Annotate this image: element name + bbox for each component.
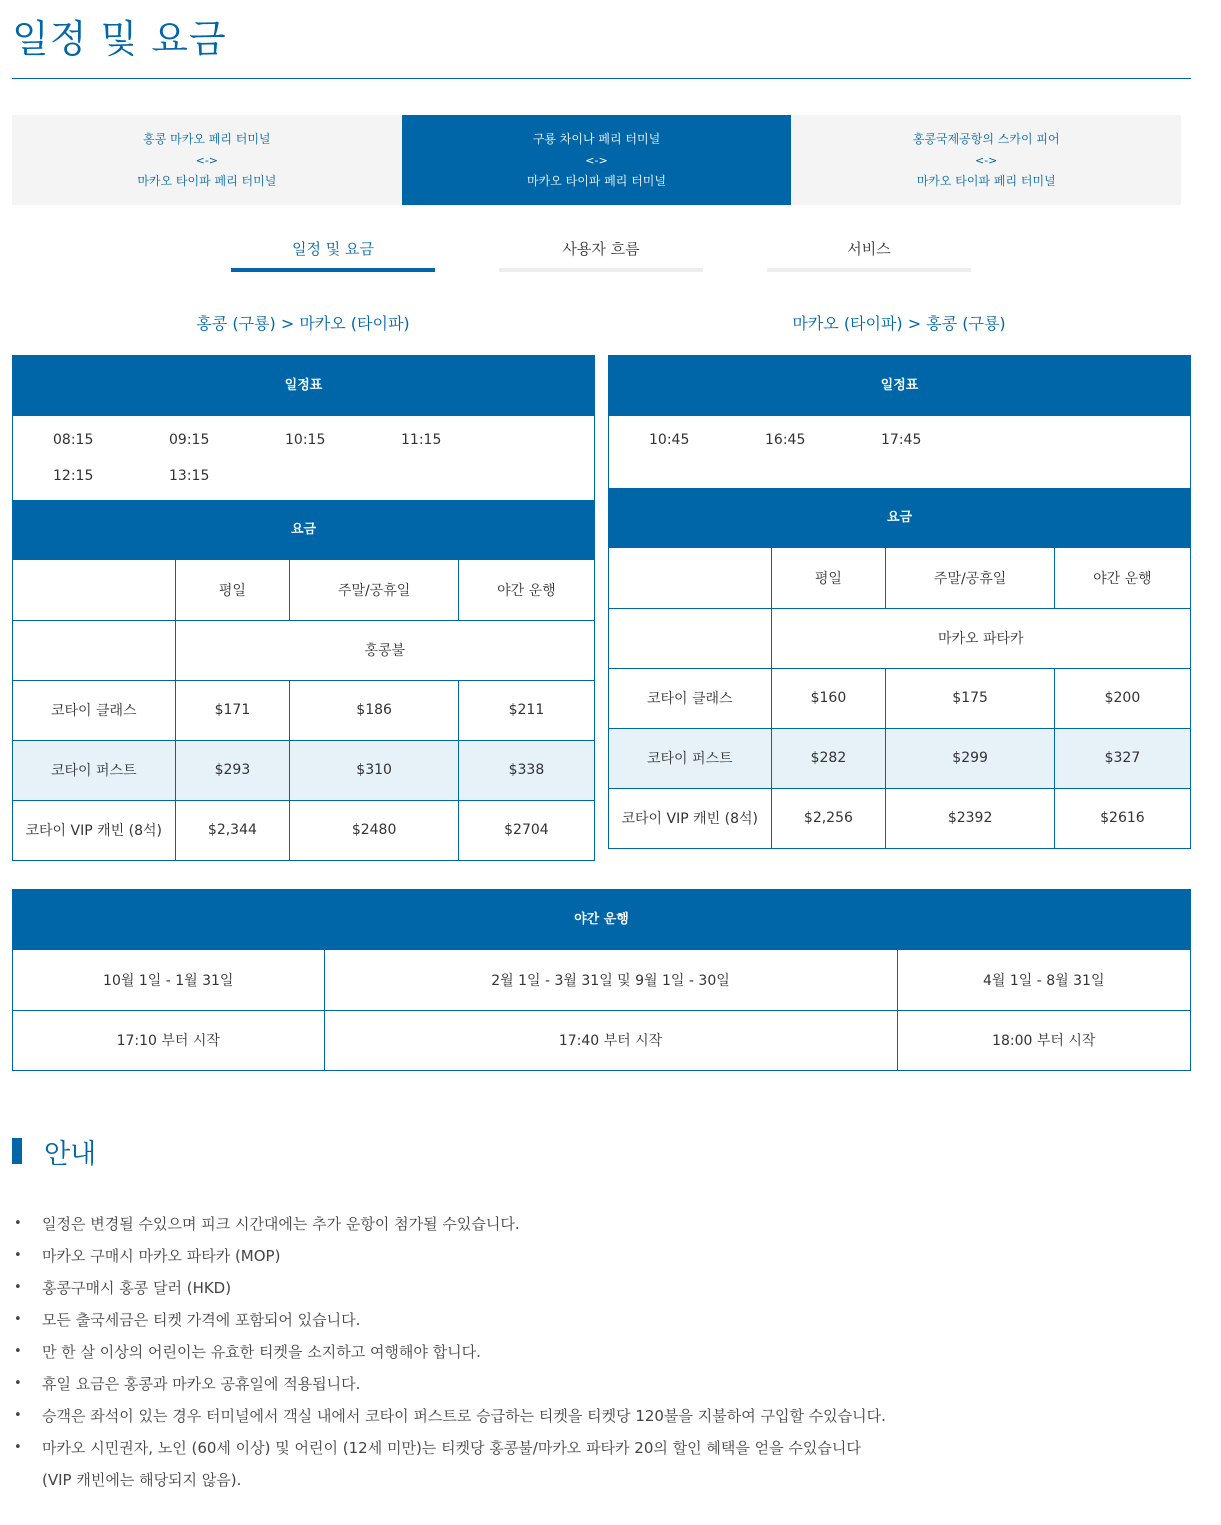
- bullet: •: [14, 1440, 22, 1455]
- price-cell: $186: [290, 680, 458, 740]
- route-arrow: <->: [974, 153, 998, 167]
- price-cell: $200: [1054, 668, 1190, 728]
- empty-cell: [13, 620, 175, 680]
- table-row: [13, 740, 594, 800]
- table-row: [13, 680, 594, 740]
- class-name: 코타이 퍼스트: [13, 740, 175, 800]
- route-origin: 구룡 차이나 페리 터미널: [532, 131, 661, 146]
- schedule-header: 일정표: [609, 356, 1190, 416]
- route-destination: 마카오 타이파 페리 터미널: [527, 173, 666, 188]
- route-origin: 홍콩 마카오 페리 터미널: [143, 131, 271, 146]
- fare-header-cell: [13, 560, 175, 620]
- schedule-times: [609, 416, 1190, 488]
- bullet: •: [14, 1408, 22, 1423]
- currency-label: 홍콩불: [175, 620, 594, 680]
- page-title: 일정 및 요금: [12, 17, 227, 61]
- route-hk-macau-ferry[interactable]: [12, 115, 402, 205]
- direction-title-hk-to-macau: 홍콩 (구룡) > 마카오 (타이파): [196, 314, 410, 333]
- bullet: •: [14, 1344, 22, 1359]
- period-cell: 10월 1일 - 1월 31일: [13, 950, 324, 1010]
- route-arrow: <->: [585, 153, 608, 167]
- route-origin: 홍콩국제공항의 스카이 피어: [912, 131, 1060, 146]
- heading-accent-bar: [12, 1138, 22, 1164]
- class-name: 코타이 클래스: [13, 680, 175, 740]
- list-item: • 만 한 살 이상의 어린이는 유효한 티켓을 소지하고 여행해야 합니다.: [14, 1336, 1204, 1368]
- table-row: [609, 668, 1190, 728]
- currency-row: [13, 620, 594, 680]
- fare-header-cell: 야간 운행: [1054, 548, 1190, 608]
- list-item: • 일정은 변경될 수있으며 피크 시간대에는 추가 운항이 첨가될 수있습니다.: [14, 1208, 1204, 1240]
- start-time-cell: 17:40 부터 시작: [324, 1010, 897, 1070]
- price-cell: $338: [458, 740, 594, 800]
- price-cell: $2704: [458, 800, 594, 860]
- notice-list: [14, 1208, 1204, 1496]
- fare-header-row: [609, 548, 1190, 608]
- price-cell: $2616: [1054, 788, 1190, 848]
- price-cell: $2480: [290, 800, 458, 860]
- price-cell: $327: [1054, 728, 1190, 788]
- tab-bar: [0, 236, 1221, 276]
- route-airport-skypier[interactable]: [791, 115, 1181, 205]
- departure-time: 11:15: [401, 432, 442, 448]
- table-row: [609, 788, 1190, 848]
- route-arrow: <->: [195, 153, 219, 167]
- departure-time: 08:15: [53, 432, 94, 448]
- period-cell: 2월 1일 - 3월 31일 및 9월 1일 - 30일: [324, 950, 897, 1010]
- list-item-continuation: (VIP 캐빈에는 해당되지 않음).: [42, 1471, 242, 1489]
- title-divider: [12, 78, 1191, 79]
- list-item: • 승객은 좌석이 있는 경우 터미널에서 객실 내에서 코타이 퍼스트로 승급하는 티켓을 티켓당 120불을 지불하여 구입할 수있습니다.: [14, 1400, 1204, 1432]
- list-item: • 휴일 요금은 홍콩과 마카오 공휴일에 적용됩니다.: [14, 1368, 1204, 1400]
- bullet: •: [14, 1312, 22, 1327]
- fare-header-cell: 평일: [771, 548, 886, 608]
- night-service-header: 야간 운행: [13, 890, 1190, 950]
- class-name: 코타이 클래스: [609, 668, 771, 728]
- night-service-table: [13, 950, 1190, 1070]
- departure-time: 13:15: [169, 468, 210, 484]
- fare-table: [13, 560, 594, 860]
- price-cell: $2392: [886, 788, 1054, 848]
- hk-to-macau-panel: [12, 355, 595, 861]
- bullet: •: [14, 1248, 22, 1263]
- empty-cell: [609, 608, 771, 668]
- schedule-times: [13, 416, 594, 500]
- table-row: [13, 800, 594, 860]
- price-cell: $2,256: [771, 788, 886, 848]
- bullet: •: [14, 1376, 22, 1391]
- departure-time: 16:45: [765, 432, 806, 448]
- list-item: • 홍콩구매시 홍콩 달러 (HKD): [14, 1272, 1204, 1304]
- price-cell: $211: [458, 680, 594, 740]
- list-item: • 마카오 시민권자, 노인 (60세 이상) 및 어린이 (12세 미만)는 티켓당 홍콩불/마카오 파타카 20의 할인 혜택을 얻을 수있습니다 (VIP 캐빈에는 해당되지 않음).: [14, 1432, 1204, 1496]
- notice-title: 안내: [44, 1138, 97, 1170]
- night-service-panel: [12, 889, 1191, 1071]
- fare-header: 요금: [609, 488, 1190, 548]
- price-cell: $2,344: [175, 800, 290, 860]
- fare-header-cell: 주말/공휴일: [886, 548, 1054, 608]
- table-row: [13, 1010, 1190, 1070]
- table-row: [13, 950, 1190, 1010]
- schedule-header: 일정표: [13, 356, 594, 416]
- fare-header-cell: [609, 548, 771, 608]
- period-cell: 4월 1일 - 8월 31일: [897, 950, 1190, 1010]
- class-name: 코타이 VIP 캐빈 (8석): [13, 800, 175, 860]
- start-time-cell: 18:00 부터 시작: [897, 1010, 1190, 1070]
- currency-label: 마카오 파타카: [771, 608, 1190, 668]
- bullet: •: [14, 1280, 22, 1295]
- fare-header-cell: 평일: [175, 560, 290, 620]
- departure-time: 12:15: [53, 468, 94, 484]
- price-cell: $282: [771, 728, 886, 788]
- class-name: 코타이 VIP 캐빈 (8석): [609, 788, 771, 848]
- departure-time: 09:15: [169, 432, 210, 448]
- table-row: [609, 728, 1190, 788]
- notice-heading: [12, 1135, 97, 1170]
- start-time-cell: 17:10 부터 시작: [13, 1010, 324, 1070]
- price-cell: $293: [175, 740, 290, 800]
- route-destination: 마카오 타이파 페리 터미널: [916, 173, 1056, 188]
- route-selector: [12, 115, 1181, 205]
- macau-to-hk-panel: [608, 355, 1191, 849]
- currency-row: [609, 608, 1190, 668]
- bullet: •: [14, 1216, 22, 1231]
- fare-header-row: [13, 560, 594, 620]
- fare-header: 요금: [13, 500, 594, 560]
- tab-schedule-fares[interactable]: 일정 및 요금: [231, 236, 435, 272]
- price-cell: $160: [771, 668, 886, 728]
- price-cell: $171: [175, 680, 290, 740]
- fare-header-cell: 주말/공휴일: [290, 560, 458, 620]
- tab-user-flow[interactable]: 사용자 흐름: [499, 236, 703, 272]
- route-kowloon-china-ferry[interactable]: [402, 115, 792, 205]
- tab-services[interactable]: 서비스: [767, 236, 971, 272]
- route-destination: 마카오 타이파 페리 터미널: [137, 173, 277, 188]
- departure-time: 17:45: [881, 432, 922, 448]
- list-item: • 모든 출국세금은 티켓 가격에 포함되어 있습니다.: [14, 1304, 1204, 1336]
- class-name: 코타이 퍼스트: [609, 728, 771, 788]
- fare-header-cell: 야간 운행: [458, 560, 594, 620]
- direction-title-macau-to-hk: 마카오 (타이파) > 홍콩 (구룡): [792, 314, 1006, 333]
- fare-table: [609, 548, 1190, 848]
- price-cell: $310: [290, 740, 458, 800]
- price-cell: $175: [886, 668, 1054, 728]
- list-item: • 마카오 구매시 마카오 파타카 (MOP): [14, 1240, 1204, 1272]
- departure-time: 10:15: [285, 432, 326, 448]
- price-cell: $299: [886, 728, 1054, 788]
- departure-time: 10:45: [649, 432, 690, 448]
